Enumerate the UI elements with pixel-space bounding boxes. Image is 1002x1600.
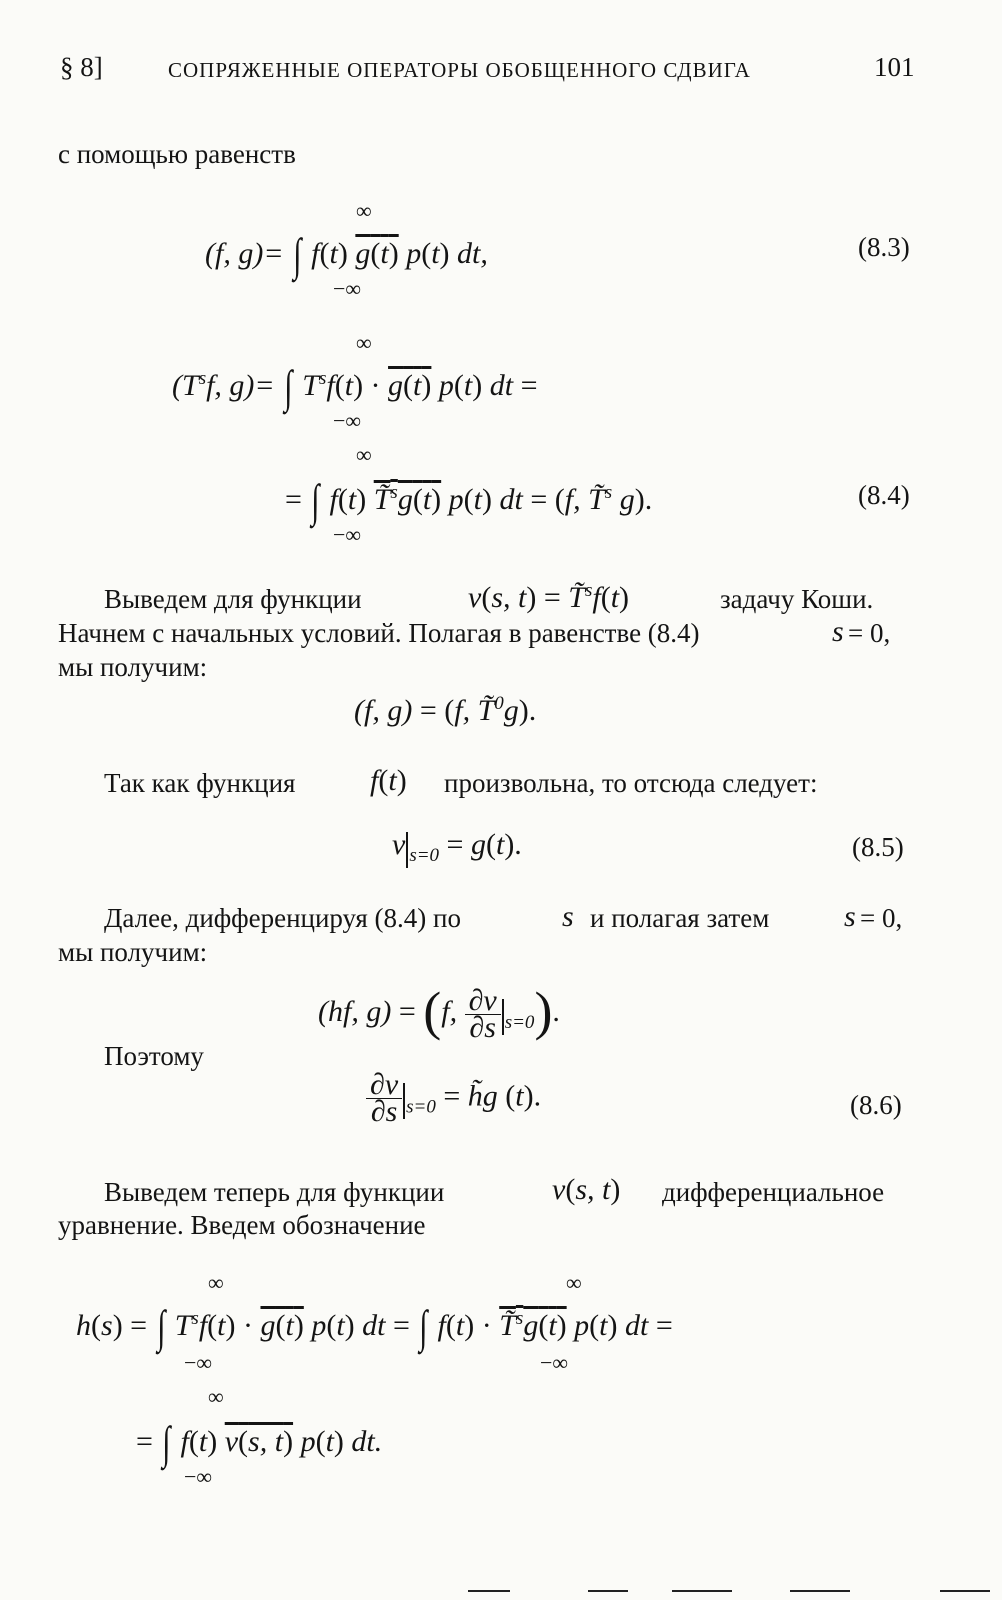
lower-limit: −∞ [184, 1464, 213, 1489]
scan-artifact [588, 1590, 628, 1592]
paragraph-cauchy-line2: Начнем с начальных условий. Полагая в равенстве (8.4) [58, 618, 700, 648]
equation-8-5-number: (8.5) [852, 832, 904, 862]
inline-formula-v: v(s, t) = T̃$^s$f(t) [468, 580, 630, 614]
upper-limit: ∞ [566, 1270, 582, 1295]
inline-s: s [562, 900, 574, 933]
equation-number: (8.3) [858, 232, 910, 262]
inline-s: s [844, 900, 856, 933]
lower-limit: −∞ [540, 1350, 569, 1375]
paragraph-we-get: мы получим: [58, 652, 208, 682]
page-number: 101 [874, 52, 915, 82]
formula: (f, g)= ∫ f(t) g(t) p(t) dt, [205, 229, 488, 280]
lower-limit: −∞ [333, 276, 362, 301]
equation-initial: (f, g) = (f, T̃$^0$g). [354, 693, 537, 727]
paragraph-cauchy-tail: задачу Коши. [720, 584, 874, 614]
lower-limit: −∞ [184, 1350, 213, 1375]
inline-s: s [832, 615, 844, 648]
upper-limit: ∞ [356, 442, 372, 467]
lower-limit: −∞ [333, 408, 362, 433]
running-title: СОПРЯЖЕННЫЕ ОПЕРАТОРЫ ОБОБЩЕННОГО СДВИГА [168, 58, 751, 82]
paragraph-since-tail: произвольна, то отсюда следует: [444, 768, 818, 798]
upper-limit: ∞ [356, 330, 372, 355]
scan-artifact [672, 1590, 732, 1592]
scan-artifact [940, 1590, 990, 1592]
paragraph-further-mid: и полагая затем [590, 903, 770, 933]
equation-8-5-formula: v $_{s=0}$ = g(t). [392, 828, 522, 866]
intro-text: с помощью равенств [58, 139, 296, 169]
scan-artifact [468, 1590, 510, 1592]
paragraph-we-get-2: мы получим: [58, 937, 208, 967]
paragraph-diffeq-tail: дифференциальное [662, 1177, 885, 1207]
inline-f-of-t: f(t) [370, 764, 407, 797]
paragraph-further-lead: Далее, дифференцируя (8.4) по [104, 903, 461, 933]
scan-artifact [790, 1590, 850, 1592]
formula: ($T^sf$, g)= ∫ $T^sf(t) \cdot g(t)$ p(t) dt = [172, 361, 538, 412]
equation-derivative: (hf, g) = (f, $\frac{\partial v}{\partial s}$ $_{s=0}$). [318, 981, 560, 1044]
equation-8-6-number: (8.6) [850, 1090, 902, 1120]
paragraph-therefore: Поэтому [104, 1041, 204, 1071]
inline-v-of-st: v(s, t) [552, 1173, 621, 1206]
formula: = ∫ f(t) v(s, t) p(t) dt. [136, 1417, 383, 1468]
formula: = ∫ f(t) T̃$^s$g(t) p(t) dt = (f, T̃$^s$ g). [285, 475, 653, 526]
upper-limit: ∞ [208, 1384, 224, 1409]
paragraph-cauchy-lead: Выведем для функции [104, 584, 362, 614]
lower-limit: −∞ [333, 522, 362, 547]
upper-limit: ∞ [356, 198, 372, 223]
upper-limit: ∞ [208, 1270, 224, 1295]
paragraph-notation: уравнение. Введем обозначение [58, 1210, 426, 1240]
equation-8-6-formula: $\frac{\partial v}{\partial s}$ $_{s=0}$ = h̃g (t). [366, 1072, 541, 1125]
section-number: § 8] [60, 52, 103, 82]
paragraph-since-lead: Так как функция [104, 768, 296, 798]
paragraph-cauchy-line2-end: = 0, [848, 618, 891, 648]
formula: h(s) = ∫ $T^sf(t) \cdot g(t)$ p(t) dt = ∫ f(t) · T̃$^s$g(t) p(t) dt = [76, 1301, 673, 1352]
paragraph-further-end: = 0, [860, 903, 903, 933]
equation-number: (8.4) [858, 480, 910, 510]
paragraph-diffeq-lead: Выведем теперь для функции [104, 1177, 445, 1207]
